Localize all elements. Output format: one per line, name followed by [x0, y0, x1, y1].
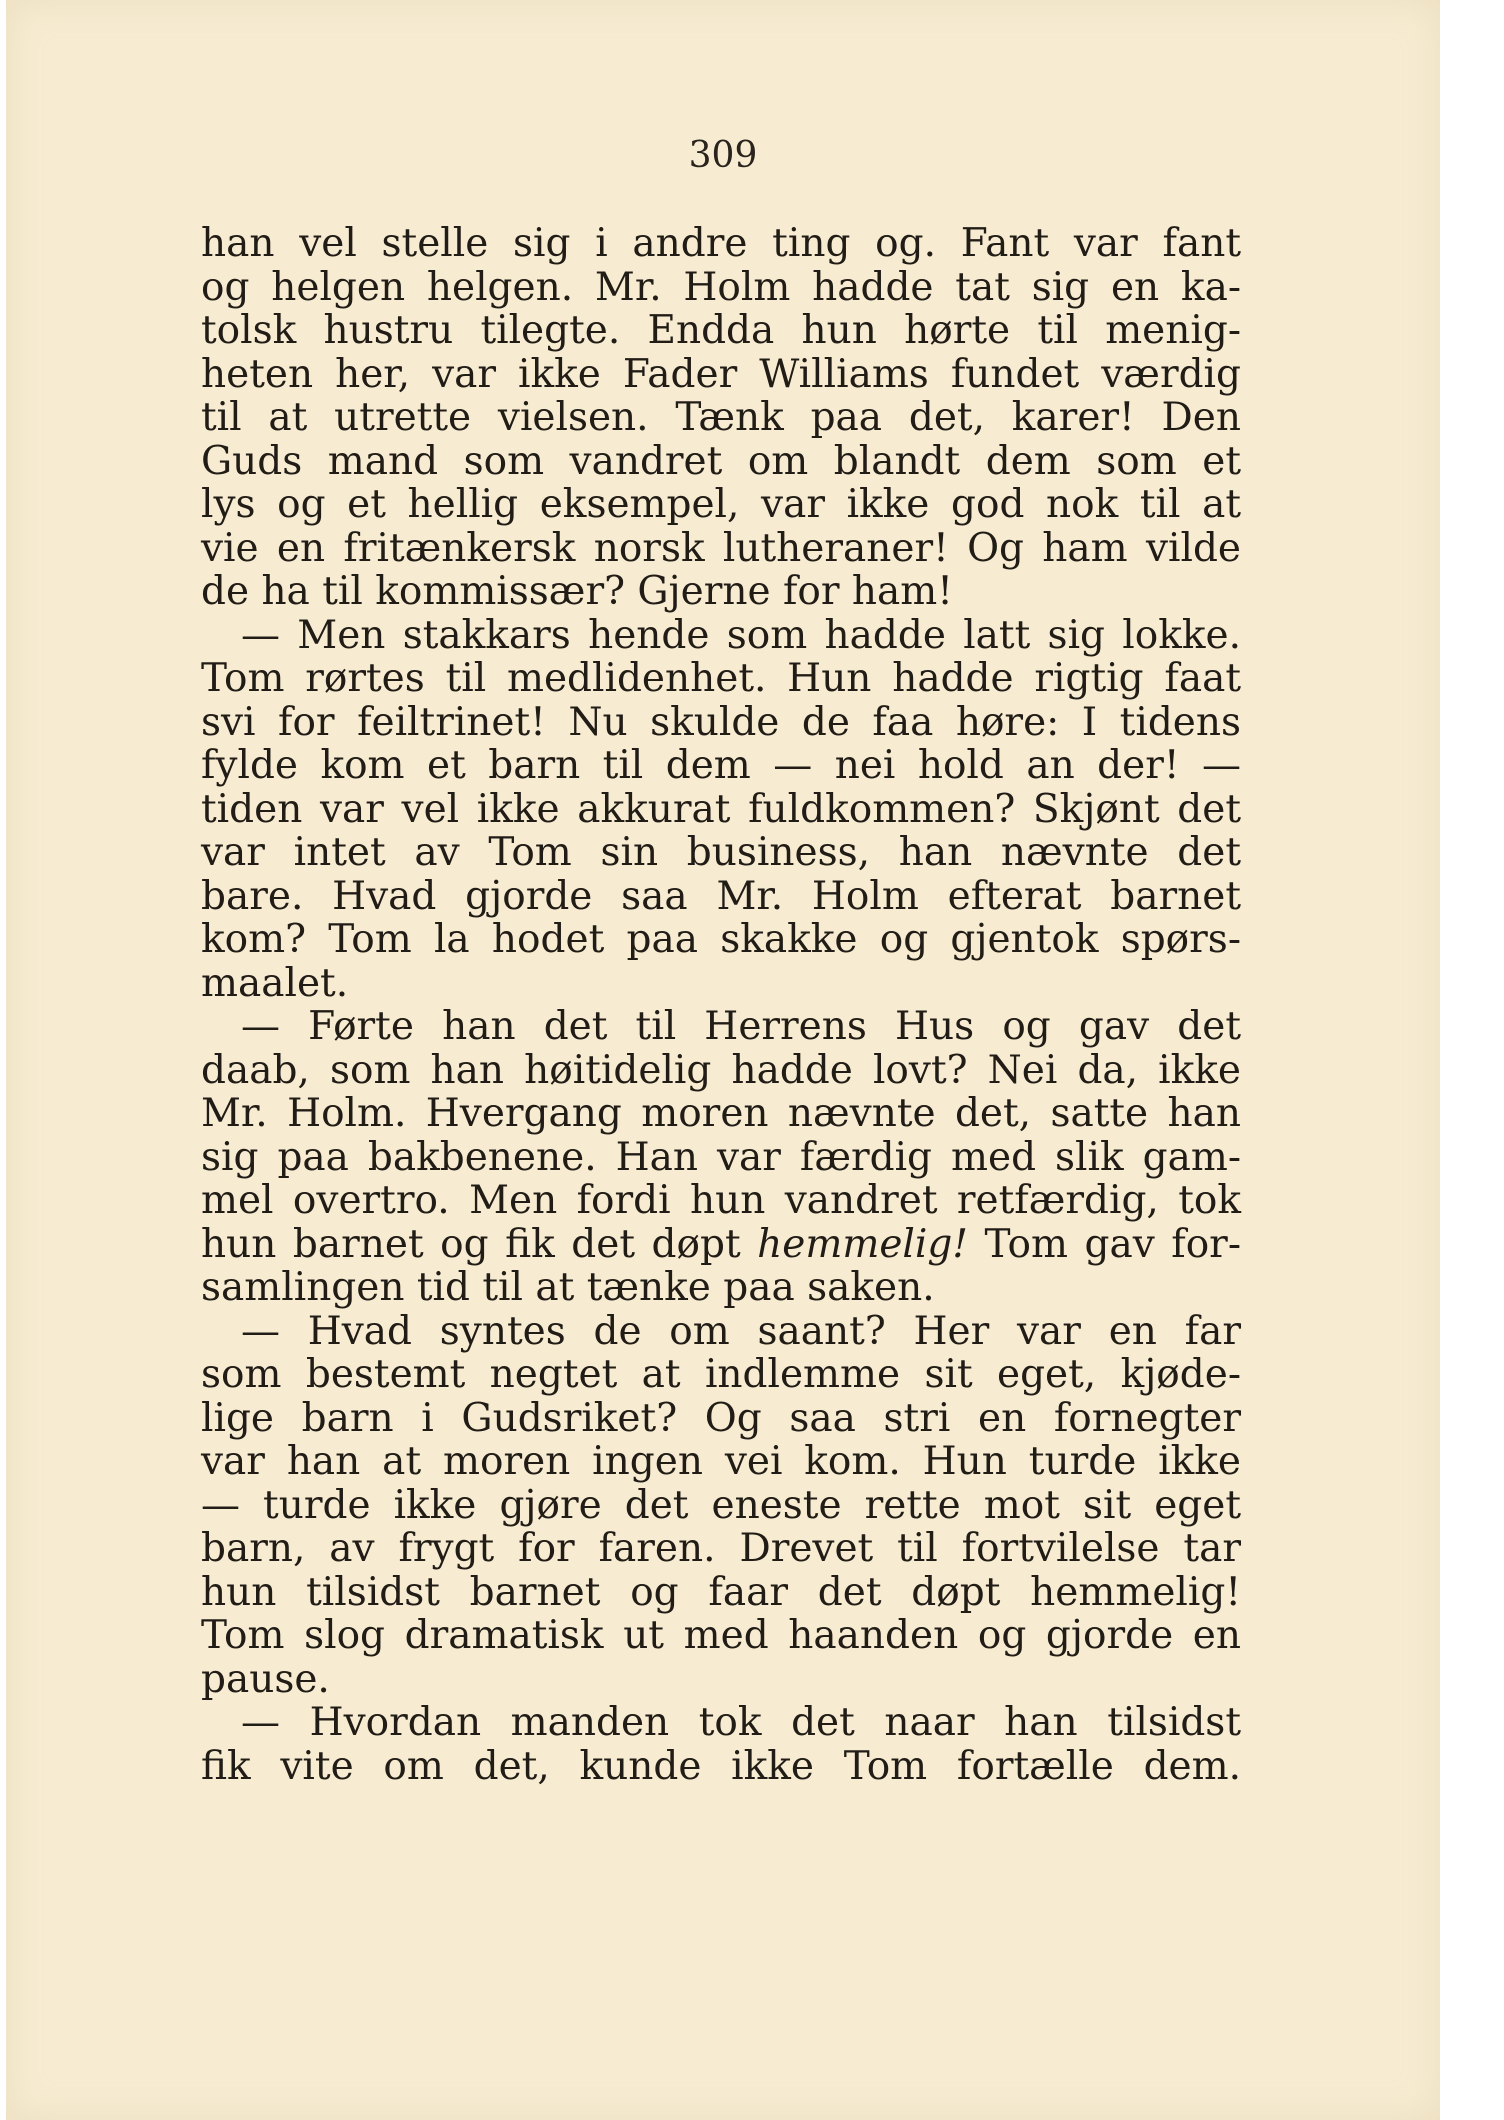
text-line: var han at moren ingen vei kom. Hun turde ikke: [201, 1439, 1241, 1484]
text-line: vie en fritænkersk norsk lutheraner! Og ham vilde: [201, 525, 1241, 571]
text-line: var intet av Tom sin business, han nævnte det: [201, 830, 1241, 875]
text-line: som bestemt negtet at indlemme sit eget, kjøde-: [201, 1352, 1241, 1397]
text-line: hun tilsidst barnet og faar det døpt hemmelig!: [201, 1569, 1241, 1615]
text-line: sig paa bakbenene. Han var færdig med slik gam-: [201, 1134, 1241, 1180]
text-line: bare. Hvad gjorde saa Mr. Holm efterat barnet: [201, 873, 1241, 919]
italic-emphasis: hemmelig!: [757, 1221, 968, 1267]
text-line: svi for feiltrinet! Nu skulde de faa høre: I tidens: [201, 699, 1241, 745]
text-segment: hun barnet og fik det døpt: [201, 1221, 758, 1267]
text-line: mel overtro. Men fordi hun vandret retfærdig, tok: [201, 1178, 1241, 1223]
body-text: [201, 222, 1241, 1788]
text-line: tolsk hustru tilegte. Endda hun hørte til menig-: [201, 308, 1241, 353]
text-line: Tom slog dramatisk ut med haanden og gjorde en: [201, 1613, 1241, 1658]
page-number: 309: [688, 135, 758, 176]
book-page: [6, 0, 1440, 2120]
text-line: — Førte han det til Herrens Hus og gav det: [241, 1004, 1241, 1049]
text-line: daab, som han høitidelig hadde lovt? Nei da, ikke: [201, 1047, 1241, 1093]
text-line: — Hvad syntes de om saant? Her var en far: [241, 1308, 1241, 1354]
text-line: — turde ikke gjøre det eneste rette mot sit eget: [201, 1482, 1241, 1528]
text-line: de ha til kommissær? Gjerne for ham!: [201, 569, 953, 614]
text-line: — Hvordan manden tok det naar han tilsidst: [241, 1700, 1241, 1745]
text-line: og helgen helgen. Mr. Holm hadde tat sig en ka-: [201, 264, 1241, 310]
text-line: — Men stakkars hende som hadde latt sig lokke.: [241, 612, 1241, 658]
text-line: fik vite om det, kunde ikke Tom fortælle dem.: [201, 1743, 1241, 1789]
text-line: maalet.: [201, 960, 349, 1006]
text-line: [201, 1223, 1241, 1267]
text-line: Tom rørtes til medlidenhet. Hun hadde rigtig faat: [201, 656, 1241, 701]
text-line: samlingen tid til at tænke paa saken.: [201, 1265, 935, 1310]
text-line: fylde kom et barn til dem — nei hold an der! —: [201, 743, 1241, 788]
text-line: kom? Tom la hodet paa skakke og gjentok spørs-: [201, 917, 1241, 962]
text-line: til at utrette vielsen. Tænk paa det, karer! Den: [201, 395, 1241, 440]
text-line: Mr. Holm. Hvergang moren nævnte det, satte han: [201, 1091, 1241, 1136]
text-line: lys og et hellig eksempel, var ikke god nok til at: [201, 482, 1241, 527]
text-line: tiden var vel ikke akkurat fuldkommen? Skjønt det: [201, 786, 1241, 832]
text-line: Guds mand som vandret om blandt dem som et: [201, 438, 1241, 484]
text-line: lige barn i Gudsriket? Og saa stri en fornegter: [201, 1395, 1241, 1441]
text-segment: Tom gav for-: [967, 1221, 1242, 1267]
text-line: han vel stelle sig i andre ting og. Fant var fant: [201, 221, 1241, 266]
text-line: pause.: [201, 1656, 330, 1702]
text-line: barn, av frygt for faren. Drevet til fortvilelse tar: [201, 1526, 1241, 1571]
text-line: heten her, var ikke Fader Williams fundet værdig: [201, 351, 1241, 397]
